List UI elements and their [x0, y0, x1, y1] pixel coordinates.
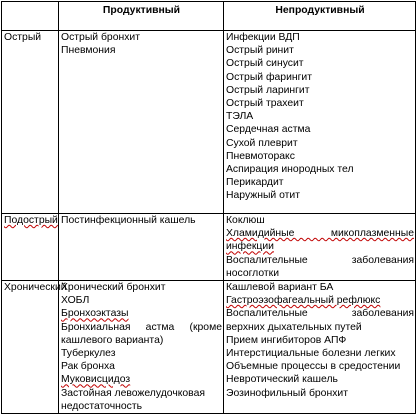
row-label: Подострый — [4, 215, 58, 226]
table-row-acute — [2, 31, 416, 214]
list-item: Острый фарингит — [226, 71, 312, 83]
list-item: Эозинофильный бронхит — [226, 387, 348, 399]
list-item — [226, 227, 414, 253]
nonproductive-cell — [224, 214, 416, 281]
header-nonproductive: Непродуктивный — [224, 2, 416, 31]
row-label-cell — [2, 214, 59, 281]
list-item: Острый бронхит — [61, 32, 140, 43]
list-item: Инфекции ВДП — [226, 32, 300, 43]
list-item: Пневмония — [61, 45, 116, 57]
list-item: Острый синусит — [226, 58, 304, 70]
list-item: Перикардит — [226, 177, 284, 189]
list-item: Сухой плеврит — [226, 137, 298, 149]
list-item: Воспалительные заболевания верхних дыхательных путей — [226, 308, 414, 333]
list-item: Бронхиальная астма (кроме кашлевого варианта) — [61, 321, 222, 346]
list-item: Коклюш — [226, 215, 265, 226]
list-item: Острый ларингит — [226, 84, 310, 96]
list-item-text: Хламидийные микоплазменные инфекции — [226, 228, 414, 253]
table-row-subacute — [2, 214, 416, 281]
row-label: Хронический — [4, 282, 67, 294]
productive-cell — [59, 281, 224, 414]
list-item: Муковисцидоз — [61, 374, 131, 386]
nonproductive-cell — [224, 281, 416, 414]
list-item: Острый трахеит — [226, 98, 304, 110]
list-item: Прием ингибиторов АПФ — [226, 334, 347, 346]
list-item: Постинфекционный кашель — [61, 215, 196, 226]
list-item: Гастроэзофагеальный рефлюкс — [226, 295, 381, 307]
list-item: Аспирация инородных тел — [226, 164, 354, 176]
table-header-row — [2, 2, 416, 31]
row-label: Острый — [4, 32, 42, 43]
list-item: Острый ринит — [226, 45, 294, 57]
cough-classification-table — [1, 1, 416, 414]
list-item: Интерстициальные болезни легких — [226, 348, 396, 360]
list-item: Хронический бронхит — [61, 282, 166, 294]
list-item: Рак бронха — [61, 361, 115, 373]
list-item: Невротический кашель — [226, 374, 338, 386]
list-item: Воспалительные заболевания носоглотки — [226, 254, 414, 279]
list-item: Сердечная астма — [226, 124, 311, 136]
list-item: Кашлевой вариант БА — [226, 282, 334, 294]
list-item: ТЭЛА — [226, 111, 254, 123]
header-cell-empty — [2, 2, 59, 31]
row-label-cell — [2, 31, 59, 214]
table-row-chronic — [2, 281, 416, 414]
header-productive: Продуктивный — [59, 2, 224, 31]
productive-cell — [59, 214, 224, 281]
nonproductive-cell — [224, 31, 416, 214]
list-item: ХОБЛ — [61, 295, 90, 307]
list-item: Объемные процессы в средостении — [226, 361, 401, 373]
productive-cell — [59, 31, 224, 214]
list-item: Наружный отит — [226, 190, 300, 202]
list-item: Туберкулез — [61, 348, 116, 360]
list-item: Бронхоэктазы — [61, 308, 129, 320]
row-label-cell — [2, 281, 67, 414]
list-item: Пневмоторакс — [226, 150, 295, 162]
list-item: Застойная левожелудочковая недостаточность — [61, 387, 205, 412]
